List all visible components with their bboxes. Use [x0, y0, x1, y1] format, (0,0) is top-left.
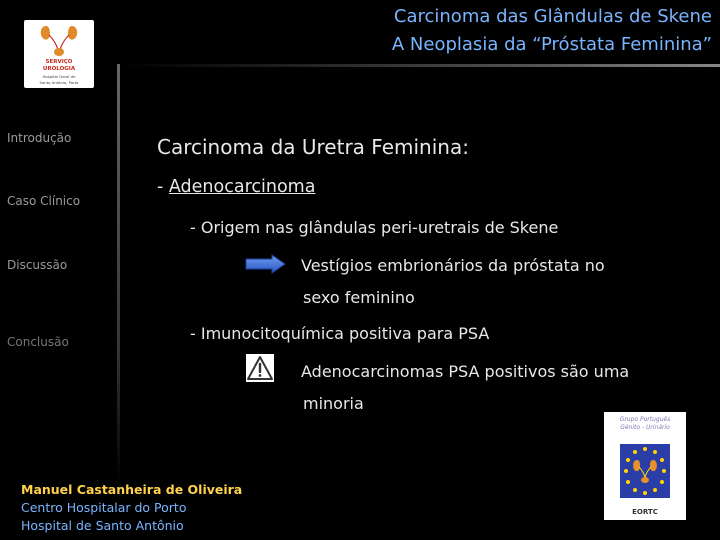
bullet-adenocarcinoma-text: Adenocarcinoma: [168, 177, 316, 197]
eortc-group-line2: Génito - Urinário: [620, 424, 670, 431]
institution-line2: Hospital de Santo Antônio: [21, 518, 184, 533]
slide-title-line2: A Neoplasia da “Próstata Feminina”: [391, 34, 712, 55]
nav-item-discussao[interactable]: Discussão: [7, 258, 68, 272]
eortc-label: EORTC: [632, 508, 658, 516]
kidneys-icon: [38, 22, 80, 58]
vestigios-line2: sexo feminino: [303, 288, 415, 307]
eortc-emblem-icon: [618, 438, 672, 504]
header-divider: [120, 64, 720, 67]
adenocarcinomas-line1: Adenocarcinomas PSA positivos são uma: [301, 362, 630, 381]
eortc-badge: [604, 412, 686, 520]
warning-icon: [246, 354, 274, 382]
sidebar-divider: [117, 64, 120, 484]
right-arrow-icon: [245, 254, 287, 274]
logo-text-service: SERVIÇO: [45, 59, 73, 65]
eortc-group-line1: Grupo Português: [619, 416, 671, 423]
bullet-imunocitoquimica: - Imunocitoquímica positiva para PSA: [190, 324, 490, 343]
nav-item-caso-clinico[interactable]: Caso Clínico: [7, 194, 81, 208]
institution-line1: Centro Hospitalar do Porto: [21, 500, 187, 515]
logo-text-urology: UROLOGIA: [42, 66, 76, 72]
slide-title-line1: Carcinoma das Glândulas de Skene: [393, 6, 712, 27]
nav-item-conclusao[interactable]: Conclusão: [7, 335, 69, 349]
bullet-origem: - Origem nas glândulas peri-uretrais de Skene: [190, 218, 559, 237]
logo-text-hospital: Hospital Geral de: [42, 74, 76, 79]
logo-text-location: Santo António, Porto: [39, 80, 79, 85]
author-name: Manuel Castanheira de Oliveira: [21, 482, 243, 497]
warning-triangle-icon: [246, 354, 274, 382]
bullet-dash: -: [157, 177, 169, 197]
urology-service-logo: [24, 20, 94, 88]
adenocarcinomas-line2: minoria: [303, 394, 364, 413]
vestigios-line1: Vestígios embrionários da próstata no: [301, 256, 605, 275]
nav-item-introducao[interactable]: Introdução: [7, 131, 72, 145]
bullet-adenocarcinoma: [157, 177, 315, 197]
content-heading: Carcinoma da Uretra Feminina:: [157, 135, 469, 159]
